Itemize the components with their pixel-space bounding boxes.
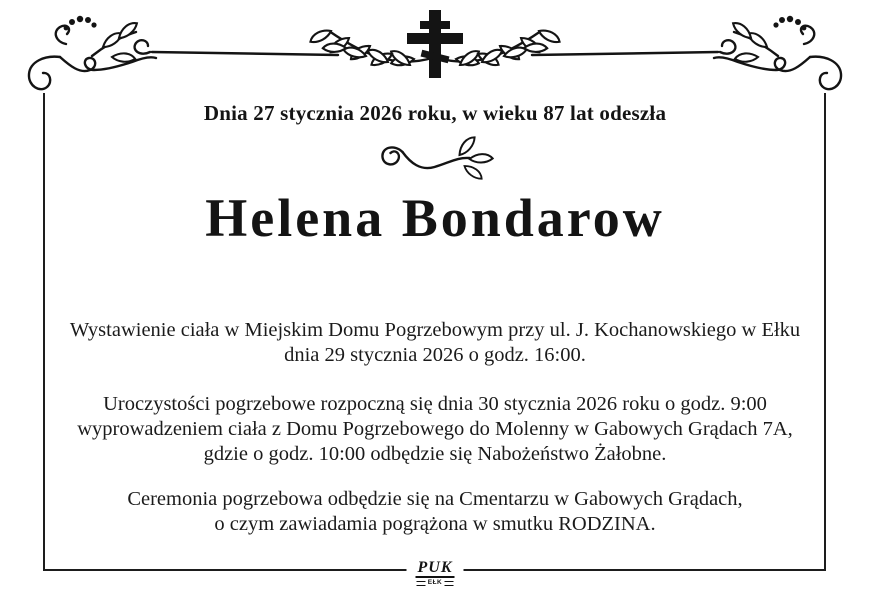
paragraph-line: o czym zawiadamia pogrążona w smutku RODZINA. [214, 513, 656, 535]
logo-line-left [417, 581, 426, 586]
logo-text-elk: EŁK [427, 579, 443, 586]
leaf-vine-divider-icon [373, 133, 498, 181]
laurel-branch-left-icon [309, 26, 432, 69]
intro-line: Dnia 27 stycznia 2026 roku, w wieku 87 lat odeszła [203, 101, 667, 125]
logo-text-puk: PUK [417, 559, 453, 576]
paragraph-line: dnia 29 stycznia 2026 o godz. 16:00. [284, 344, 586, 366]
viewing-info-paragraph [60, 318, 810, 368]
logo-line-right [444, 581, 453, 586]
header-rule-right [532, 52, 718, 55]
top-ornament-band [0, 0, 870, 100]
puk-elk-logo [407, 558, 464, 591]
paragraph-line: gdzie o godz. 10:00 odbędzie się Nabożeństwo Żałobne. [203, 443, 667, 465]
corner-flourish-right-icon [714, 16, 841, 89]
paragraph-line: wyprowadzeniem ciała z Domu Pogrzebowego do Molenny w Gabowych Grądach 7A, [77, 418, 793, 440]
corner-flourish-left-icon [29, 16, 156, 89]
header-rule-left [152, 52, 338, 55]
orthodox-cross-icon [407, 10, 463, 78]
logo-sub-row [416, 580, 455, 587]
laurel-branch-right-icon [438, 26, 561, 69]
paragraph-line: Ceremonia pogrzebowa odbędzie się na Cmentarzu w Gabowych Grądach, [127, 488, 743, 510]
funeral-service-paragraph [60, 392, 810, 467]
paragraph-line: Wystawienie ciała w Miejskim Domu Pogrzebowym przy ul. J. Kochanowskiego w Ełku [69, 319, 801, 341]
ceremony-paragraph [60, 487, 810, 537]
paragraph-line: Uroczystości pogrzebowe rozpoczną się dnia 30 stycznia 2026 roku o godz. 9:00 [103, 393, 767, 415]
deceased-name: Helena Bondarow [205, 188, 665, 248]
